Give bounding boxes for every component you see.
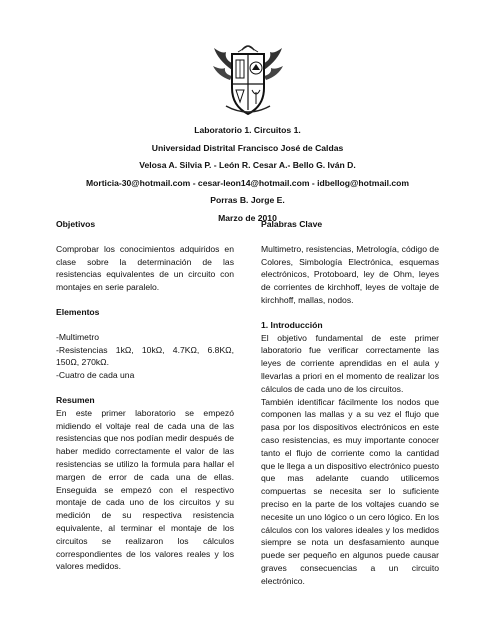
paper-title: Laboratorio 1. Circuitos 1. <box>194 125 301 135</box>
university-name: Universidad Distrital Francisco José de Caldas <box>151 142 344 153</box>
palabras-clave-heading: Palabras Clave <box>261 219 323 229</box>
authors-line: Velosa A. Silvia P. - León R. Cesar A.- Bello G. Iván D. <box>139 160 356 170</box>
university-seal-icon <box>212 40 284 118</box>
objetivos-heading: Objetivos <box>56 219 96 229</box>
resumen-text: En este primer laboratorio se empezó midiendo el voltaje real de cada una de las resistencias que nos podían medir después de haber medido correctamente el valor de las resistencias se utilizo la formula para hallar el margen de error de cada una de ellas. Enseguida se empezó con el respectivo montaje de cada uno de los circuitos y su medición de su respectiva resistencia equivalente, al terminar el montaje de los circuitos se realizaron los cálculos correspondientes de los valores reales y los valores medidos. <box>56 407 234 572</box>
elementos-heading: Elementos <box>56 306 100 317</box>
emails-line: Morticia-30@hotmail.com - cesar-leon14@hotmail.com - idbellog@hotmail.com <box>85 177 410 188</box>
objetivos-text: Comprobar los conocimientos adquiridos en clase sobre la determinación de las resistencias equivalentes de un circuito con montajes en serie paralelo. <box>56 243 234 293</box>
paper-header <box>20 122 475 227</box>
right-column <box>261 218 439 588</box>
author-line-2: Porras B. Jorge E. <box>210 195 285 205</box>
palabras-clave-text: Multimetro, resistencias, Metrología, código de Colores, Simbología Electrónica, esquemas electrónicos, Protoboard, ley de Ohm, leyes de corrientes de kirchhoff, leyes de voltaje de kirchhoff, mallas, nodos. <box>261 243 439 305</box>
introduccion-paragraph-1: El objetivo fundamental de este primer laboratorio fue verificar correctamente las leyes de corriente aprendidas en el aula y llevarlas a priori en el momento de realizar los cálculos de cada uno de los circuitos. <box>261 332 439 394</box>
elementos-item: -Resistencias 1kΩ, 10kΩ, 4.7KΩ, 6.8KΩ, 150Ω, 270kΩ. <box>56 344 234 368</box>
introduccion-heading: 1. Introducción <box>261 319 323 330</box>
resumen-heading: Resumen <box>56 394 95 405</box>
left-column <box>56 218 234 573</box>
introduccion-paragraph-2: También identificar fácilmente los nodos que componen las mallas y a su vez el flujo que pasa por los dispositivos electrónicos en este caso resistencias, es muy importante conocer tanto el flujo de corriente como la cantidad que le llega a un dispositivo electrónico puesto que mas adelante cuando utilicemos compuertas se necesita ser lo suficiente preciso en la parte de los voltajes cuando se necesite un uno lógico o un cero lógico. En los cálculos con los valores ideales y los medidos siempre se nota un desfasamiento aunque puede ser pequeño en algunos puede causar graves consecuencias a un circuito electrónico. <box>261 396 439 586</box>
paper-date: Marzo de 2010 <box>218 212 277 223</box>
elementos-item: -Multimetro <box>56 331 99 342</box>
elementos-item: -Cuatro de cada una <box>56 370 135 381</box>
